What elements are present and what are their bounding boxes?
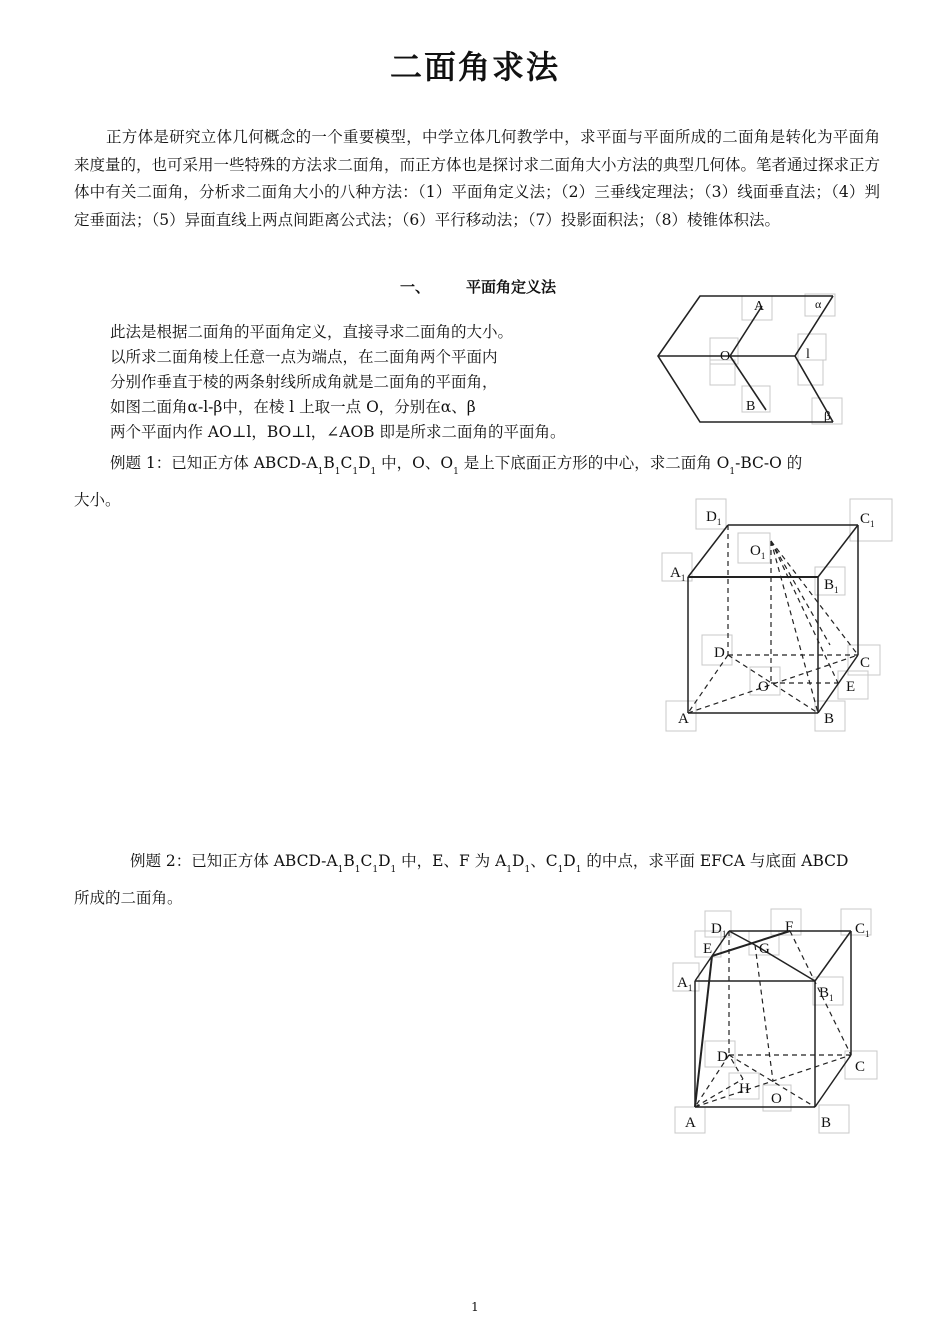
method1-line: 如图二面角α-l-β中，在棱 l 上取一点 O，分别在α、β <box>110 398 476 416</box>
fig2-label-b: B <box>824 711 835 727</box>
page-title: 二面角求法 <box>389 48 560 86</box>
fig3-label-e: E <box>703 941 713 957</box>
method1-line: 分别作垂直于棱的两条射线所成角就是二面角的平面角， <box>110 373 498 391</box>
fig1-label-beta: β <box>824 408 831 423</box>
fig2-label-d: D <box>714 645 725 661</box>
fig2-label-c: C <box>860 655 871 671</box>
fig1-label-alpha: α <box>815 297 822 311</box>
section-number: 一、 <box>400 278 431 296</box>
fig1-label-a: A <box>754 299 765 314</box>
intro-paragraph: 正方体是研究立体几何概念的一个重要模型，中学立体几何教学中，求平面与平面所成的二面角是转化为平面角来度量的，也可采用一些特殊的方法求二面角，而正方体也是探讨求二面角大小方法的典型几何体。笔者通过探求正方体中有关二面角，分析求二面角大小的八种方法：（1）平面角定义法；（2）三垂线定理法；（3）线面垂直法；（4）判定垂面法；（5）异面直线上两点间距离公式法；（6）平行移动法；（7）投影面积法；（8）棱锥体积法。 <box>74 128 881 229</box>
example-1-line-2: 大小。 <box>74 491 121 509</box>
fig3-label-a: A <box>685 1115 696 1131</box>
section-heading <box>400 276 556 297</box>
fig1-label-o: O <box>720 349 731 364</box>
fig3-label-b: B <box>821 1115 832 1131</box>
example-1-line-1: 例题 1：已知正方体 ABCD-$A_1B_1C_1D_1$ 中，O、$O_1$ 是上下底面正方形的中心，求二面角 $O_1-BC-O$ 的 <box>110 454 803 477</box>
example-2-line-2: 所成的二面角。 <box>74 889 183 907</box>
method1-paragraph <box>110 320 566 445</box>
method1-line: 此法是根据二面角的平面角定义，直接寻求二面角的大小。 <box>110 323 514 341</box>
fig3-label-b1: $B_1$ <box>819 985 834 1003</box>
example-2 <box>74 847 880 912</box>
cube-figure-example-2 <box>665 905 905 1145</box>
method1-line: 以所求二面角棱上任意一点为端点，在二面角两个平面内 <box>110 348 498 366</box>
fig3-label-g: G <box>759 941 770 957</box>
fig2-label-a1: $A_1$ <box>670 565 686 583</box>
fig2-label-o: O <box>758 679 769 695</box>
fig3-label-h: H <box>739 1081 750 1097</box>
fig2-label-a: A <box>678 711 689 727</box>
fig3-label-c: C <box>855 1059 866 1075</box>
cube-figure-example-1 <box>660 495 900 745</box>
dihedral-angle-figure <box>650 290 860 435</box>
fig1-label-b: B <box>746 399 756 414</box>
fig2-label-e: E <box>846 679 856 695</box>
fig3-label-d1: $D_1$ <box>711 921 727 939</box>
fig3-label-d: D <box>717 1049 728 1065</box>
fig1-label-l: l <box>806 347 810 362</box>
fig2-label-b1: $B_1$ <box>824 577 839 595</box>
fig3-label-c1: $C_1$ <box>855 921 870 939</box>
method1-line: 两个平面内作 AO⊥l，BO⊥l，∠AOB 即是所求二面角的平面角。 <box>110 423 566 441</box>
example-2-line-1: 例题 2：已知正方体 ABCD-$A_1B_1C_1D_1$ 中，E、F 为 $A_1D_1$、$C_1D_1$ 的中点，求平面 EFCA 与底面 ABCD <box>130 852 849 875</box>
fig2-label-d1: $D_1$ <box>706 509 722 527</box>
section-title: 平面角定义法 <box>466 278 557 296</box>
fig2-label-c1: $C_1$ <box>860 511 875 529</box>
fig3-label-f: F <box>785 919 794 935</box>
fig2-label-o1: $O_1$ <box>750 543 766 561</box>
fig3-label-o: O <box>771 1091 782 1107</box>
page-number: 1 <box>471 1300 479 1314</box>
fig3-label-a1: $A_1$ <box>677 975 693 993</box>
